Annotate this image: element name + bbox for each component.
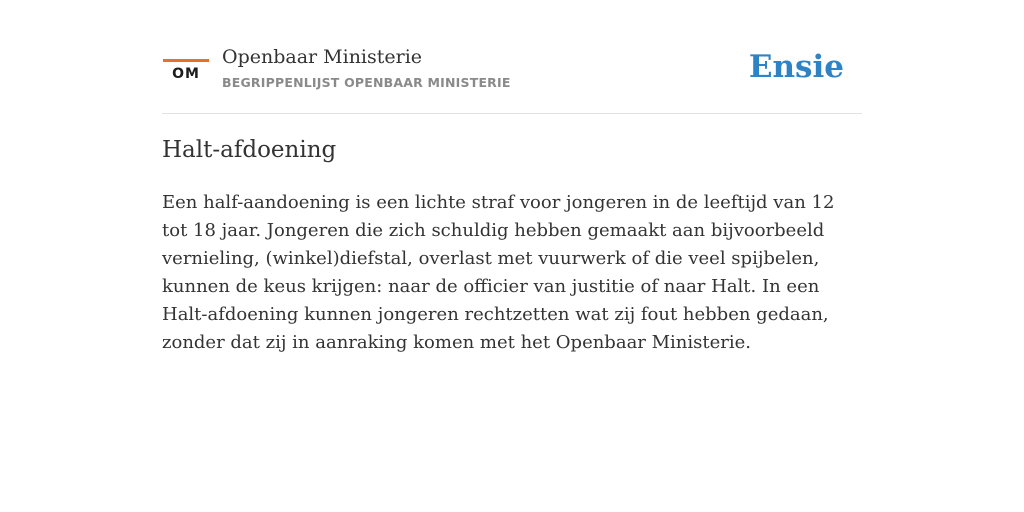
- logo-text: OM: [172, 66, 200, 82]
- ensie-logo[interactable]: Ensie: [748, 49, 844, 85]
- om-logo[interactable]: [162, 58, 210, 82]
- header: [162, 40, 862, 114]
- organization-name[interactable]: Openbaar Ministerie: [222, 46, 423, 68]
- glossary-subtitle[interactable]: BEGRIPPENLIJST OPENBAAR MINISTERIE: [222, 75, 511, 90]
- term-definition: Een half-aandoening is een lichte straf voor jongeren in de leeftijd van 12 tot 18 jaar. Jongeren die zich schuldig hebben gemaakt aan bijvoorbeeld vernieling, (winkel)diefstal, overlast met vuurwerk of die veel spijbelen, kunnen de keus krijgen: naar de officier van justitie of naar Halt. In een Halt-afdoening kunnen jongeren rechtzetten wat zij fout hebben gedaan, zonder dat zij in aanraking komen met het Openbaar Ministerie.: [162, 192, 835, 353]
- logo-orange-bar: [163, 59, 209, 62]
- term-title: Halt-afdoening: [162, 137, 337, 163]
